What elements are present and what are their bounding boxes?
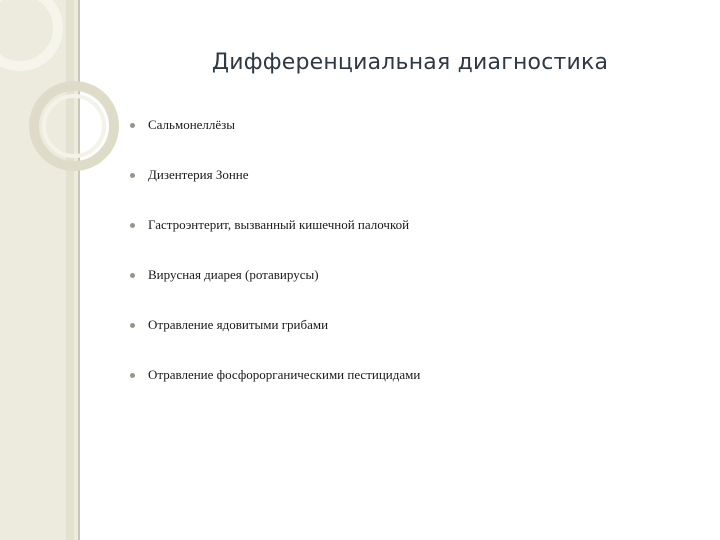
bullet-dot-icon xyxy=(130,273,135,278)
bullet-dot-icon xyxy=(130,323,135,328)
list-item xyxy=(130,300,420,350)
list-item xyxy=(130,150,420,200)
list-item xyxy=(130,350,420,400)
bullet-text: Дизентерия Зонне xyxy=(148,167,249,182)
slide-title: Дифференциальная диагностика xyxy=(211,50,609,75)
bullet-text: Гастроэнтерит, вызванный кишечной палочкой xyxy=(148,217,410,232)
bullet-dot-icon xyxy=(130,123,135,128)
bullet-text: Отравление фосфорорганическими пестицидами xyxy=(148,367,421,382)
ornament-circle-top xyxy=(0,0,58,66)
bullet-text: Вирусная диарея (ротавирусы) xyxy=(148,267,319,282)
bullet-text: Отравление ядовитыми грибами xyxy=(148,317,329,332)
list-item xyxy=(130,250,420,300)
bullet-dot-icon xyxy=(130,223,135,228)
bullet-dot-icon xyxy=(130,373,135,378)
circle-ornament-graphic xyxy=(0,0,140,200)
ornament-circle-inner xyxy=(44,96,104,156)
list-item xyxy=(130,100,420,150)
bullet-dot-icon xyxy=(130,173,135,178)
list-item xyxy=(130,200,420,250)
bullet-list xyxy=(130,100,420,400)
bullet-text: Сальмонеллёзы xyxy=(148,117,236,132)
